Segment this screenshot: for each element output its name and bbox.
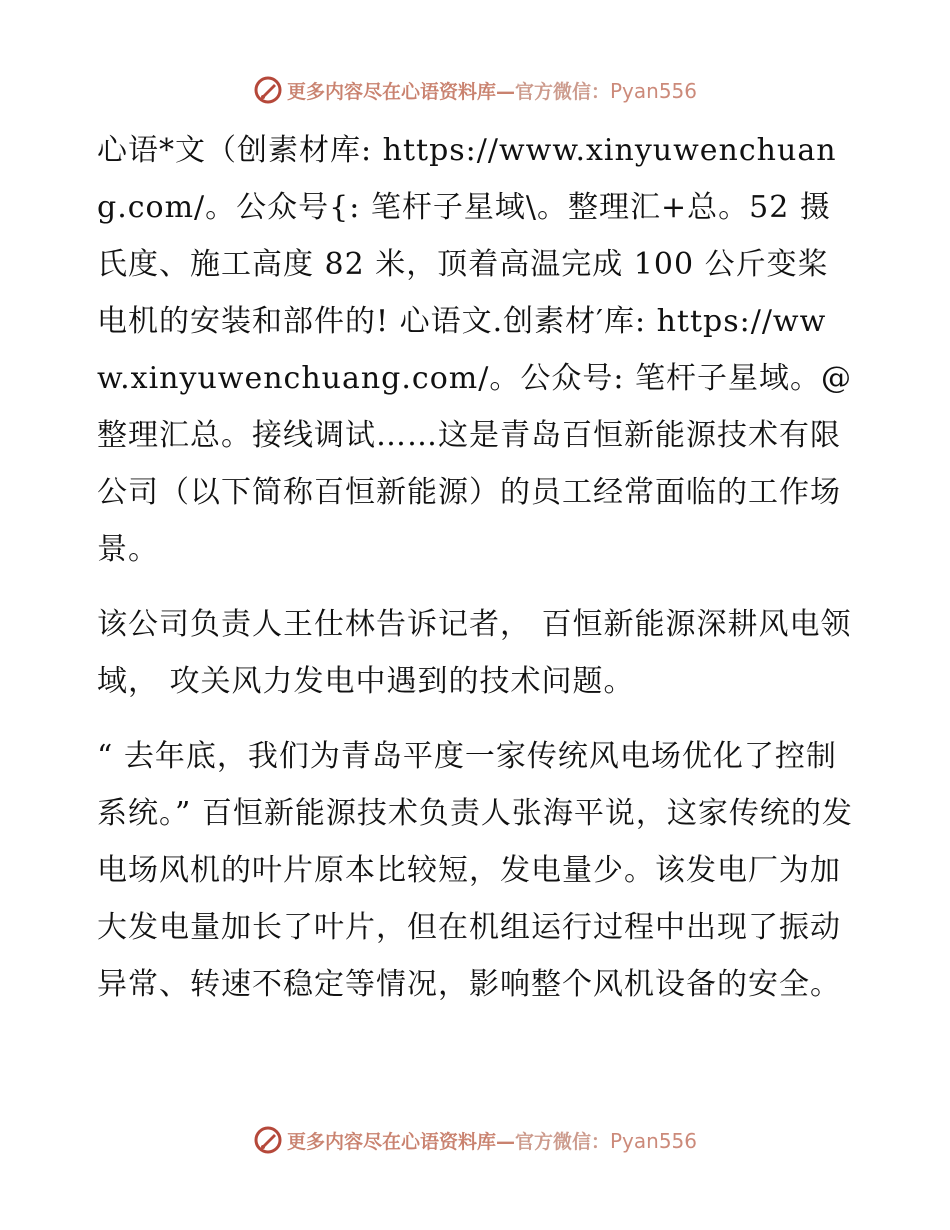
banner-wechat-id: Pyan556: [610, 78, 698, 103]
banner-sub-text: 官方微信：: [514, 1130, 610, 1153]
banner-sub-text: 官方微信：: [514, 80, 610, 103]
paragraph-2: 该公司负责人王仕林告诉记者， 百恒新能源深耕风电领域， 攻关风力发电中遇到的技术问题。: [97, 607, 852, 699]
banner-dash: —: [495, 80, 515, 103]
header-watermark-banner: [0, 70, 950, 110]
banner-wechat-id: Pyan556: [610, 1128, 698, 1153]
quill-logo-icon: [253, 75, 283, 105]
document-body: [97, 122, 853, 1013]
paragraph-3: “ 去年底，我们为青岛平度一家传统风电场优化了控制系统。” 百恒新能源技术负责人张海平说，这家传统的发电场风机的叶片原本比较短，发电量少。该发电厂为加大发电量加长了叶片，但在机组运行过程中出现了振动异常、转速不稳定等情况，影响整个风机设备的安全。: [97, 739, 853, 1002]
footer-watermark-banner: [0, 1120, 950, 1160]
quill-logo-icon: [253, 1125, 283, 1155]
paragraph-1: 心语*文（创素材库: https://www.xinyuwenchuang.com/。公众号{: 笔杆子星域\。整理汇+总。52 摄氏度、施工高度 82 米，顶着高温完成 100 公斤变桨电机的安装和部件的! 心语文.创素材′库: https://www.xinyuwenchuang.com/。公众号: 笔杆子星域。@整理汇总。接线调试……这是青岛百恒新能源技术有限公司（以下简称百恒新能源）的员工经常面临的工作场景。: [97, 133, 852, 567]
banner-main-text: 更多内容尽在心语资料库: [286, 1130, 496, 1153]
banner-dash: —: [495, 1130, 515, 1153]
banner-main-text: 更多内容尽在心语资料库: [286, 80, 496, 103]
